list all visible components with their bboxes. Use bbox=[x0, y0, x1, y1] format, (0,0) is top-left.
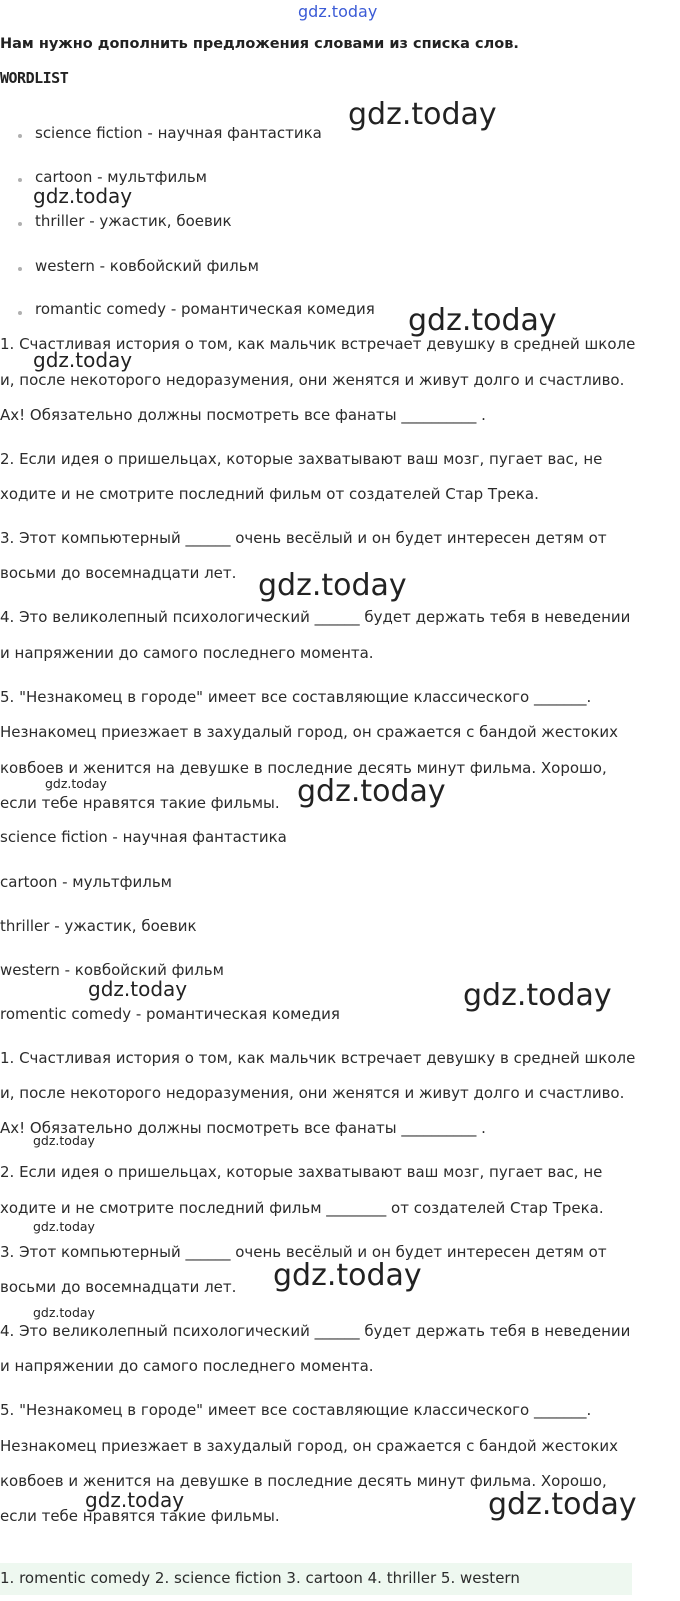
task-intro: Нам нужно дополнить предложения словами из списка слов. bbox=[0, 36, 519, 52]
watermark: gdz.today bbox=[297, 774, 446, 809]
watermark: gdz.today bbox=[463, 978, 612, 1013]
text-line: 3. Этот компьютерный ______ очень весёлый и он будет интересен детям от bbox=[0, 529, 607, 547]
watermark: gdz.today bbox=[33, 1133, 95, 1148]
text-line: thriller - ужастик, боевик bbox=[0, 917, 197, 935]
watermark: gdz.today bbox=[33, 1219, 95, 1234]
wordlist-item: science fiction - научная фантастика bbox=[35, 124, 322, 142]
wordlist-item: cartoon - мультфильм bbox=[35, 168, 207, 186]
answer-line: 1. romentic comedy 2. science fiction 3. cartoon 4. thriller 5. western bbox=[0, 1569, 520, 1587]
watermark: gdz.today bbox=[258, 568, 407, 603]
watermark: gdz.today bbox=[348, 97, 497, 132]
text-line: ходите и не смотрите последний фильм от создателей Стар Трека. bbox=[0, 485, 539, 503]
bullet-icon bbox=[18, 178, 22, 182]
text-line: 4. Это великолепный психологический ______ будет держать тебя в неведении bbox=[0, 608, 631, 626]
text-line: и напряжении до самого последнего момента. bbox=[0, 644, 374, 662]
bullet-icon bbox=[18, 222, 22, 226]
text-line: Ах! Обязательно должны посмотреть все фанаты __________ . bbox=[0, 1119, 486, 1137]
watermark: gdz.today bbox=[33, 348, 133, 372]
text-line: если тебе нравятся такие фильмы. bbox=[0, 1507, 280, 1525]
text-line: ходите и не смотрите последний фильм ________ от создателей Стар Трека. bbox=[0, 1199, 604, 1217]
text-line: 4. Это великолепный психологический ______ будет держать тебя в неведении bbox=[0, 1322, 631, 1340]
text-line: western - ковбойский фильм bbox=[0, 961, 224, 979]
text-line: 1. Счастливая история о том, как мальчик встречает девушку в средней школе bbox=[0, 1049, 636, 1067]
bullet-icon bbox=[18, 267, 22, 271]
watermark: gdz.today bbox=[85, 1488, 185, 1512]
text-line: если тебе нравятся такие фильмы. bbox=[0, 794, 280, 812]
text-line: Незнакомец приезжает в захудалый город, он сражается с бандой жестоких bbox=[0, 723, 619, 741]
wordlist-item: thriller - ужастик, боевик bbox=[35, 212, 232, 230]
bullet-icon bbox=[18, 311, 22, 315]
watermark: gdz.today bbox=[33, 1305, 95, 1320]
wordlist-item: western - ковбойский фильм bbox=[35, 257, 259, 275]
text-line: romentic comedy - романтическая комедия bbox=[0, 1005, 340, 1023]
text-line: ковбоев и женится на девушке в последние десять минут фильма. Хорошо, bbox=[0, 1472, 607, 1490]
text-line: ковбоев и женится на девушке в последние десять минут фильма. Хорошо, bbox=[0, 759, 607, 777]
text-line: Незнакомец приезжает в захудалый город, он сражается с бандой жестоких bbox=[0, 1437, 619, 1455]
text-line: и, после некоторого недоразумения, они женятся и живут долго и счастливо. bbox=[0, 371, 625, 389]
bullet-icon bbox=[18, 134, 22, 138]
watermark: gdz.today bbox=[408, 303, 557, 338]
text-line: 1. Счастливая история о том, как мальчик встречает девушку в средней школе bbox=[0, 335, 636, 353]
text-line: восьми до восемнадцати лет. bbox=[0, 1278, 237, 1296]
text-line: cartoon - мультфильм bbox=[0, 873, 172, 891]
watermark: gdz.today bbox=[488, 1487, 637, 1522]
text-line: 5. "Незнакомец в городе" имеет все составляющие классического _______. bbox=[0, 1401, 592, 1419]
watermark: gdz.today bbox=[45, 776, 107, 791]
text-line: 2. Если идея о пришельцах, которые захватывают ваш мозг, пугает вас, не bbox=[0, 1163, 603, 1181]
watermark: gdz.today bbox=[33, 184, 133, 208]
wordlist-title: WORDLIST bbox=[0, 69, 69, 87]
text-line: и, после некоторого недоразумения, они женятся и живут долго и счастливо. bbox=[0, 1084, 625, 1102]
watermark: gdz.today bbox=[88, 977, 188, 1001]
text-line: 5. "Незнакомец в городе" имеет все составляющие классического _______. bbox=[0, 688, 592, 706]
wordlist-item: romantic comedy - романтическая комедия bbox=[35, 300, 375, 318]
watermark: gdz.today bbox=[273, 1258, 422, 1293]
text-line: восьми до восемнадцати лет. bbox=[0, 564, 237, 582]
text-line: Ах! Обязательно должны посмотреть все фанаты __________ . bbox=[0, 406, 486, 424]
text-line: 2. Если идея о пришельцах, которые захватывают ваш мозг, пугает вас, не bbox=[0, 450, 603, 468]
text-line: 3. Этот компьютерный ______ очень весёлый и он будет интересен детям от bbox=[0, 1243, 607, 1261]
text-line: и напряжении до самого последнего момента. bbox=[0, 1357, 374, 1375]
text-line: science fiction - научная фантастика bbox=[0, 828, 287, 846]
site-logo: gdz.today bbox=[298, 2, 378, 21]
